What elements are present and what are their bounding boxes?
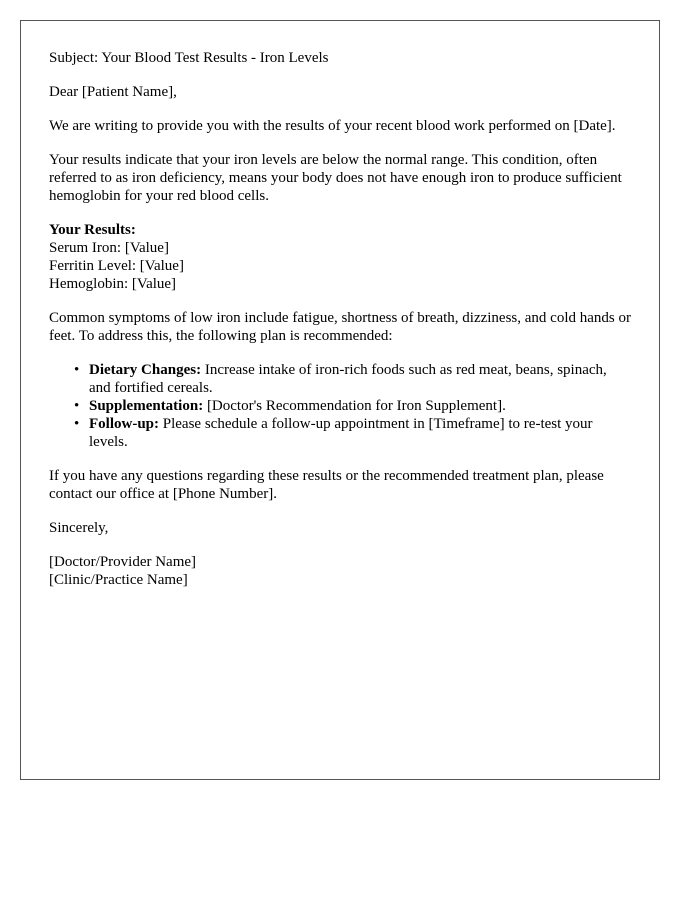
plan-item-supplementation xyxy=(74,397,631,415)
results-section xyxy=(49,221,631,293)
letter-intro: We are writing to provide you with the results of your recent blood work performed on [Date]. xyxy=(49,118,616,134)
bullet-icon: • xyxy=(74,398,80,414)
letter-closing: Sincerely, xyxy=(49,520,109,536)
letter-subject: Subject: Your Blood Test Results - Iron Levels xyxy=(49,50,329,66)
letter-greeting: Dear [Patient Name], xyxy=(49,84,177,100)
plan-item-label: Dietary Changes: xyxy=(89,362,202,378)
bullet-icon: • xyxy=(74,416,80,432)
provider-name: [Doctor/Provider Name] xyxy=(49,554,197,570)
bullet-icon: • xyxy=(74,362,80,378)
plan-item-text: Please schedule a follow-up appointment in [Timeframe] to re-test your levels. xyxy=(89,416,593,450)
treatment-plan-list xyxy=(49,361,631,451)
signature-block xyxy=(49,553,631,589)
results-heading: Your Results: xyxy=(49,222,136,238)
plan-item-text: [Doctor's Recommendation for Iron Supplement]. xyxy=(203,398,506,414)
ferritin-result: Ferritin Level: [Value] xyxy=(49,258,184,274)
contact-paragraph: If you have any questions regarding these results or the recommended treatment plan, please contact our office at [Phone Number]. xyxy=(49,468,604,502)
letter-document xyxy=(20,20,660,780)
plan-item-dietary xyxy=(74,361,631,397)
plan-item-follow-up xyxy=(74,415,631,451)
plan-item-label: Follow-up: xyxy=(89,416,160,432)
serum-iron-result: Serum Iron: [Value] xyxy=(49,240,169,256)
plan-item-text: Increase intake of iron-rich foods such as red meat, beans, spinach, and fortified cereals. xyxy=(89,362,607,396)
plan-item-label: Supplementation: xyxy=(89,398,204,414)
symptoms-paragraph: Common symptoms of low iron include fatigue, shortness of breath, dizziness, and cold hands or feet. To address this, the following plan is recommended: xyxy=(49,310,631,344)
letter-explanation: Your results indicate that your iron levels are below the normal range. This condition, often referred to as iron deficiency, means your body does not have enough iron to produce sufficient hemoglobin for your red blood cells. xyxy=(49,152,622,204)
hemoglobin-result: Hemoglobin: [Value] xyxy=(49,276,177,292)
clinic-name: [Clinic/Practice Name] xyxy=(49,572,188,588)
